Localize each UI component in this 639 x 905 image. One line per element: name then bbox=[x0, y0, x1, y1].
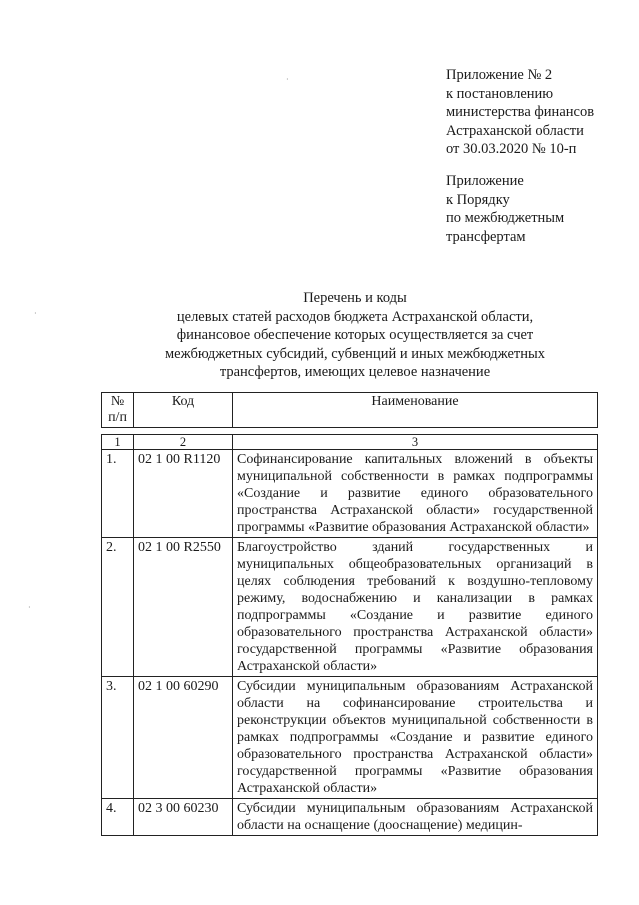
annex-primary-line: от 30.03.2020 № 10-п bbox=[446, 141, 577, 157]
column-number: 2 bbox=[134, 435, 233, 450]
scan-speck: · bbox=[28, 603, 31, 612]
title-line: целевых статей расходов бюджета Астраханской области, bbox=[176, 308, 534, 325]
annex-secondary-line: Приложение bbox=[446, 173, 524, 189]
row-num: 4. bbox=[102, 799, 134, 836]
header-num bbox=[102, 393, 134, 428]
annex-secondary bbox=[446, 172, 564, 246]
row-name: Субсидии муниципальным образованиям Астраханской области на оснащение (дооснащение) медицин- bbox=[233, 799, 598, 836]
annex-primary-line: министерства финансов bbox=[446, 104, 595, 120]
header-name: Наименование bbox=[233, 393, 598, 428]
row-name: Субсидии муниципальным образованиям Астраханской области на софинансирование строительства и реконструкции объектов муниципальной собственности в рамках подпрограммы «Создание и развитие единого образовательного пространства Астраханской области» государственной программы «Развитие образования Астраханской области» bbox=[233, 677, 598, 799]
title-line: финансовое обеспечение которых осуществляется за счет bbox=[176, 327, 534, 343]
header-code: Код bbox=[134, 393, 233, 428]
row-name: Благоустройство зданий государственных и муниципальных общеобразовательных организаций в целях соблюдения требований к воздушно-тепловому режиму, водоснабжению и канализации в рамках подпрограммы «Создание и развитие единого образовательного пространства Астраханской области» государственной программы «Развитие образования Астраханской области» bbox=[233, 538, 598, 677]
scan-speck: · bbox=[286, 75, 289, 84]
table-row bbox=[102, 799, 598, 836]
title-line: Перечень и коды bbox=[303, 290, 407, 306]
codes-table bbox=[101, 392, 598, 836]
annex-primary-line: Приложение № 2 bbox=[446, 67, 553, 83]
row-code: 02 1 00 60290 bbox=[134, 677, 233, 799]
table-header-row bbox=[102, 393, 598, 428]
column-number: 1 bbox=[102, 435, 134, 450]
annex-secondary-line: трансфертам bbox=[446, 228, 526, 245]
table-spacer bbox=[102, 428, 598, 435]
header-num-line: № bbox=[110, 394, 125, 409]
scan-speck: · bbox=[34, 309, 37, 318]
title-line: межбюджетных субсидий, субвенций и иных межбюджетных bbox=[165, 345, 545, 362]
table-row bbox=[102, 677, 598, 799]
row-num: 1. bbox=[102, 450, 134, 538]
annex-primary bbox=[446, 66, 594, 159]
annex-primary-line: к постановлению bbox=[446, 85, 554, 102]
annex-primary-line: Астраханской области bbox=[446, 122, 584, 139]
row-num: 2. bbox=[102, 538, 134, 677]
title-line: трансфертов, имеющих целевое назначение bbox=[219, 364, 491, 380]
table-row bbox=[102, 450, 598, 538]
row-code: 02 1 00 R1120 bbox=[134, 450, 233, 538]
annex-secondary-line: по межбюджетным bbox=[446, 210, 565, 226]
annex-secondary-line: к Порядку bbox=[446, 191, 510, 208]
row-name: Софинансирование капитальных вложений в объекты муниципальной собственности в рамках подпрограммы «Создание и развитие единого образовательного пространства Астраханской области» государственной программы «Развитие образования Астраханской области» bbox=[233, 450, 598, 538]
column-number: 3 bbox=[233, 435, 598, 450]
document-title bbox=[120, 289, 590, 382]
table-row bbox=[102, 538, 598, 677]
row-num: 3. bbox=[102, 677, 134, 799]
row-code: 02 1 00 R2550 bbox=[134, 538, 233, 677]
row-code: 02 3 00 60230 bbox=[134, 799, 233, 836]
header-num-line: п/п bbox=[108, 410, 127, 425]
column-number-row bbox=[102, 435, 598, 450]
